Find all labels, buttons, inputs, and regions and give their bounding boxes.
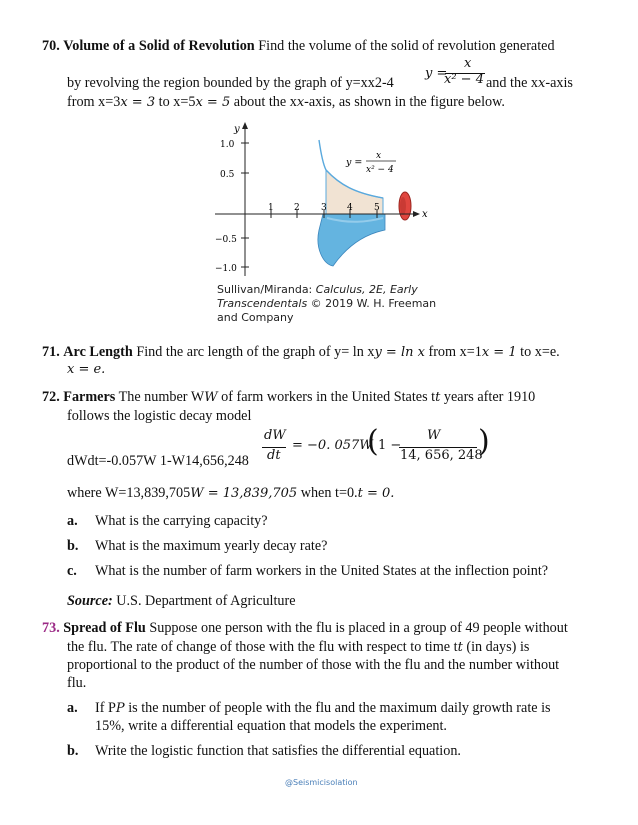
x-tick-label: 3	[321, 203, 327, 213]
x-tick-label: 2	[294, 203, 300, 213]
problem-73-item-a-cont: 15%, write a differential equation that models the experiment.	[95, 718, 447, 734]
figure-credit: Sullivan/Miranda: Calculus, 2E, Early Transcendentals © 2019 W. H. Freeman and Company	[217, 283, 437, 324]
problem-71-line2: x = e.	[67, 362, 106, 377]
curve-label-den: x² − 4	[366, 165, 394, 175]
problem-72-where: where W=13,839,705W = 13,839,705 when t=0.t = 0.	[67, 485, 395, 501]
problem-73-title: Spread of Flu	[63, 620, 146, 636]
problem-73-line4: flu.	[67, 675, 87, 691]
logistic-equation: dW dt = −0. 057W ( 1 − W 14, 656, 248 )	[264, 424, 490, 463]
problem-70-line1	[42, 38, 555, 55]
problem-73-item-a: a. If PP is the number of people with the flu and the maximum daily growth rate is	[67, 700, 551, 716]
y-tick-label: −0.5	[215, 235, 237, 245]
x-axis-label: x	[422, 209, 428, 220]
problem-71-line1: 71. Arc Length Find the arc length of the graph of y= ln xy = ln x from x=1x = 1 to x=e.	[42, 344, 560, 360]
problem-73-line1: 73. Spread of Flu Suppose one person with the flu is placed in a group of 49 people without	[42, 620, 568, 636]
problem-70-line2-end: and the xx-axis	[486, 75, 573, 91]
problem-73-line3: proportional to the product of the number of those with the flu and the number without	[67, 657, 560, 673]
problem-70-number: 70.	[42, 38, 60, 54]
problem-73-item-b: b. Write the logistic function that satisfies the differential equation.	[67, 743, 461, 759]
curve-label-num: x	[376, 151, 382, 161]
y-axis-arrow	[242, 122, 248, 129]
x-tick-label: 4	[347, 203, 353, 213]
problem-70-line2: by revolving the region bounded by the graph of y=xx2-4	[67, 75, 394, 91]
problem-73-number: 73.	[42, 620, 60, 636]
problem-72-item-c: c. What is the number of farm workers in the United States at the inflection point?	[67, 563, 549, 579]
problem-72-item-b: b. What is the maximum yearly decay rate?	[67, 538, 328, 554]
problem-70-line3: from x=3x = 3 to x=5x = 5 about the xx-axis, as shown in the figure below.	[67, 94, 505, 110]
y-tick-label: −1.0	[215, 264, 237, 274]
y-tick-label: 0.5	[220, 170, 235, 180]
problem-72-title: Farmers	[63, 389, 116, 405]
logistic-equation-text: dWdt=-0.057W 1-W14,656,248	[67, 453, 249, 469]
curve-upper	[319, 140, 326, 170]
x-tick-label: 1	[268, 203, 274, 213]
curve-label-lhs: y =	[346, 157, 363, 168]
y-tick-label: 1.0	[220, 140, 235, 150]
x-axis-arrow	[413, 211, 420, 217]
problem-72-source: Source: U.S. Department of Agriculture	[67, 593, 296, 609]
problem-70-text: Find the volume of the solid of revolution generated	[258, 38, 555, 54]
y-axis-label: y	[234, 124, 240, 135]
watermark: @Seismicisolation	[285, 778, 358, 787]
problem-72-number: 72.	[42, 389, 60, 405]
problem-71-title: Arc Length	[63, 344, 133, 360]
x-tick-label: 5	[374, 203, 380, 213]
problem-72-item-a: a. What is the carrying capacity?	[67, 513, 268, 529]
problem-72-line1: 72. Farmers The number WW of farm workers in the United States tt years after 1910	[42, 389, 536, 405]
solid-of-revolution-figure	[215, 118, 435, 278]
problem-70-title: Volume of a Solid of Revolution	[63, 38, 255, 54]
problem-72-line2: follows the logistic decay model	[67, 408, 252, 424]
problem-73-line2: the flu. The rate of change of those with the flu with respect to time tt (in days) is	[67, 639, 530, 655]
problem-71-number: 71.	[42, 344, 60, 360]
function-text: y=xx2-4	[345, 75, 394, 91]
